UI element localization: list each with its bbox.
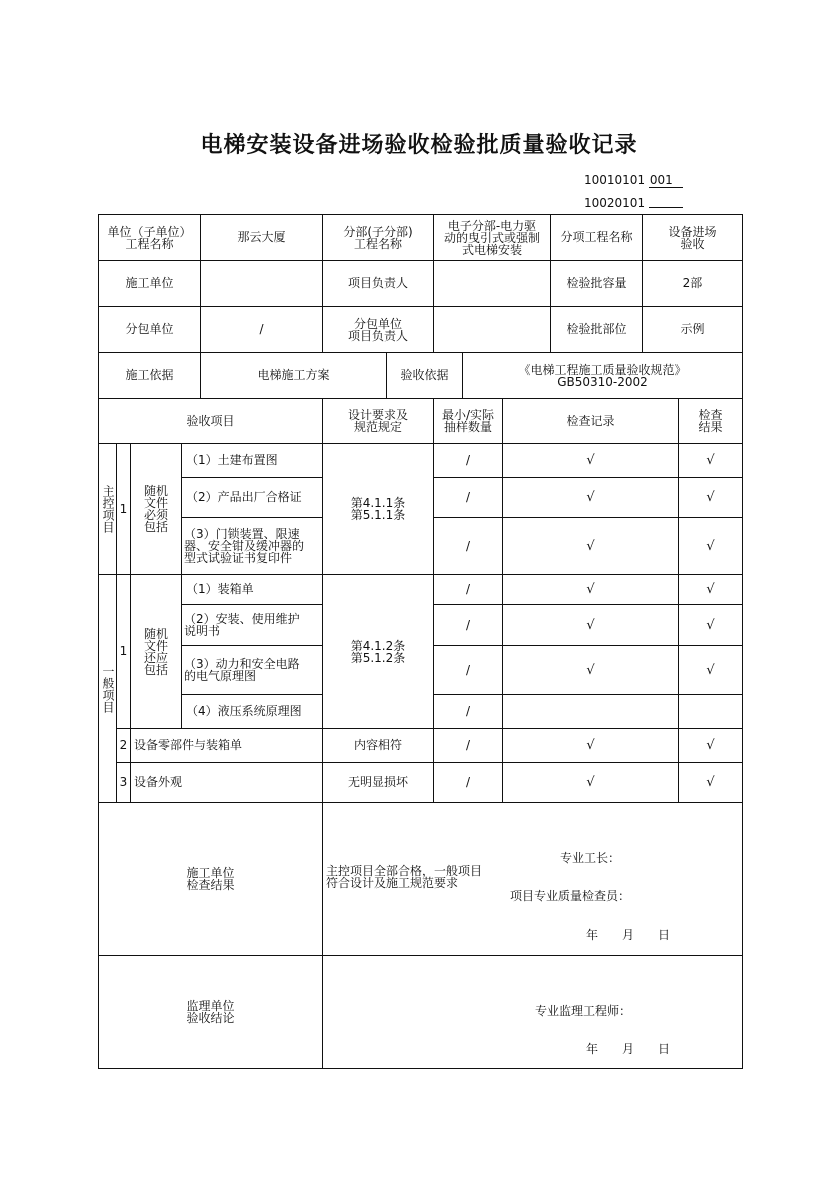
sub-pm-value: [434, 307, 550, 352]
main-row-1-result: √: [706, 453, 715, 468]
general-no-3: 3: [119, 775, 128, 789]
general-row-4-result: [679, 695, 742, 728]
constructor-label: 施工单位: [125, 276, 174, 290]
foreman-label: 专业工长：: [560, 850, 621, 865]
main-control-no: 1: [119, 501, 128, 516]
general-row-1-sample: /: [465, 582, 471, 596]
location-label: 检验批部位: [566, 322, 627, 336]
main-row-2-item: （2）产品出厂合格证: [186, 490, 302, 504]
supervision-label: 监理单位 验收结论: [186, 999, 235, 1025]
general-row-4-sample: /: [465, 704, 471, 718]
capacity-value: 2部: [682, 276, 703, 290]
general-extra-1-spec: 内容相符: [353, 738, 402, 752]
main-row-3-sample: /: [465, 538, 471, 553]
main-control-spec: 第4.1.1条 第5.1.1条: [350, 496, 406, 522]
general-extra-2-result: √: [706, 775, 715, 790]
main-row-1-item: （1）土建布置图: [186, 453, 278, 467]
unit-name-label: 单位（子单位） 工程名称: [107, 224, 192, 251]
general-extra-1-record: √: [586, 738, 595, 753]
general-row-2-item: （2）安装、使用维护 说明书: [184, 612, 300, 638]
main-control-group: 随机 文件 必须 包括: [143, 484, 168, 534]
main-row-2-record: √: [586, 490, 595, 505]
subitem-name-value: 设备进场 验收: [668, 224, 717, 251]
main-row-2-result: √: [706, 490, 715, 505]
general-extra-2-sample: /: [465, 775, 471, 789]
accept-basis-value: 《电梯工程施工质量验收规范》 GB50310-2002: [518, 362, 687, 389]
project-manager-value: [434, 261, 550, 306]
division-name-label: 分部(子分部) 工程名称: [343, 224, 413, 251]
general-row-1-record: √: [586, 582, 595, 597]
general-row-2-result: √: [706, 617, 715, 633]
construction-conclusion: 主控项目全部合格，一般项目 符合设计及施工规范要求: [326, 864, 483, 890]
col-record: 检查记录: [566, 413, 615, 428]
general-row-1-result: √: [706, 582, 715, 597]
col-result: 检查 结果: [698, 408, 723, 434]
general-row-3-result: √: [706, 662, 715, 678]
general-extra-1-item: 设备零部件与装箱单: [134, 738, 243, 752]
record-code-1: 10010101 001: [584, 173, 683, 188]
general-row-3-record: √: [586, 662, 595, 678]
basis-value: 电梯施工方案: [257, 368, 330, 382]
general-row-4-item: （4）液压系统原理图: [186, 704, 302, 718]
project-manager-label: 项目负责人: [347, 276, 408, 290]
construction-date: 年 月 日: [586, 927, 671, 942]
capacity-label: 检验批容量: [566, 276, 627, 290]
main-row-1-record: √: [586, 453, 595, 468]
general-extra-2-spec: 无明显损坏: [347, 775, 408, 789]
col-item: 验收项目: [186, 413, 235, 428]
general-extra-2-record: √: [586, 775, 595, 790]
main-row-3-record: √: [586, 538, 595, 554]
general-extra-2-item: 设备外观: [134, 775, 183, 789]
main-control-label: 主控项目: [101, 485, 115, 533]
general-extra-1-result: √: [706, 738, 715, 753]
sub-unit-value: /: [259, 322, 264, 336]
general-no-2: 2: [119, 738, 128, 752]
division-name-value: 电子分部-电力驱 动的曳引式或强制 式电梯安装: [443, 218, 540, 257]
inspector-label: 项目专业质量检查员：: [510, 888, 631, 903]
main-row-1-sample: /: [465, 453, 471, 467]
accept-basis-label: 验收依据: [400, 368, 449, 382]
constructor-value: [201, 261, 322, 306]
basis-label: 施工依据: [125, 368, 174, 382]
supervision-engineer-label: 专业监理工程师：: [535, 1003, 632, 1018]
unit-name-value: 那云大厦: [237, 230, 286, 244]
supervision-date: 年 月 日: [586, 1041, 671, 1056]
sub-unit-label: 分包单位: [125, 322, 174, 336]
col-spec: 设计要求及 规范规定: [347, 408, 408, 434]
general-group: 随机 文件 还应 包括: [143, 626, 168, 677]
general-row-2-sample: /: [465, 617, 471, 632]
general-extra-1-sample: /: [465, 738, 471, 752]
general-row-4-record: [503, 695, 678, 728]
general-row-1-item: （1）装箱单: [186, 582, 254, 596]
main-row-3-item: （3）门锁装置、限速 器、安全钳及缓冲器的 型式试验证书复印件: [184, 527, 305, 565]
subitem-name-label: 分项工程名称: [560, 230, 633, 244]
location-value: 示例: [680, 322, 705, 336]
general-label: 一般项目: [101, 664, 115, 713]
main-row-3-result: √: [706, 538, 715, 554]
sub-pm-label: 分包单位 项目负责人: [347, 316, 408, 343]
col-sample: 最小/实际 抽样数量: [441, 408, 495, 434]
record-code-2: 10020101: [584, 195, 683, 210]
main-row-2-sample: /: [465, 490, 471, 504]
construction-check-label: 施工单位 检查结果: [186, 866, 235, 892]
general-spec: 第4.1.2条 第5.1.2条: [350, 638, 406, 665]
general-row-3-item: （3）动力和安全电路 的电气原理图: [184, 657, 300, 683]
general-no-1: 1: [119, 644, 128, 658]
general-row-2-record: √: [586, 617, 595, 633]
general-row-3-sample: /: [465, 662, 471, 677]
page-title: 电梯安装设备进场验收检验批质量验收记录: [200, 132, 638, 158]
